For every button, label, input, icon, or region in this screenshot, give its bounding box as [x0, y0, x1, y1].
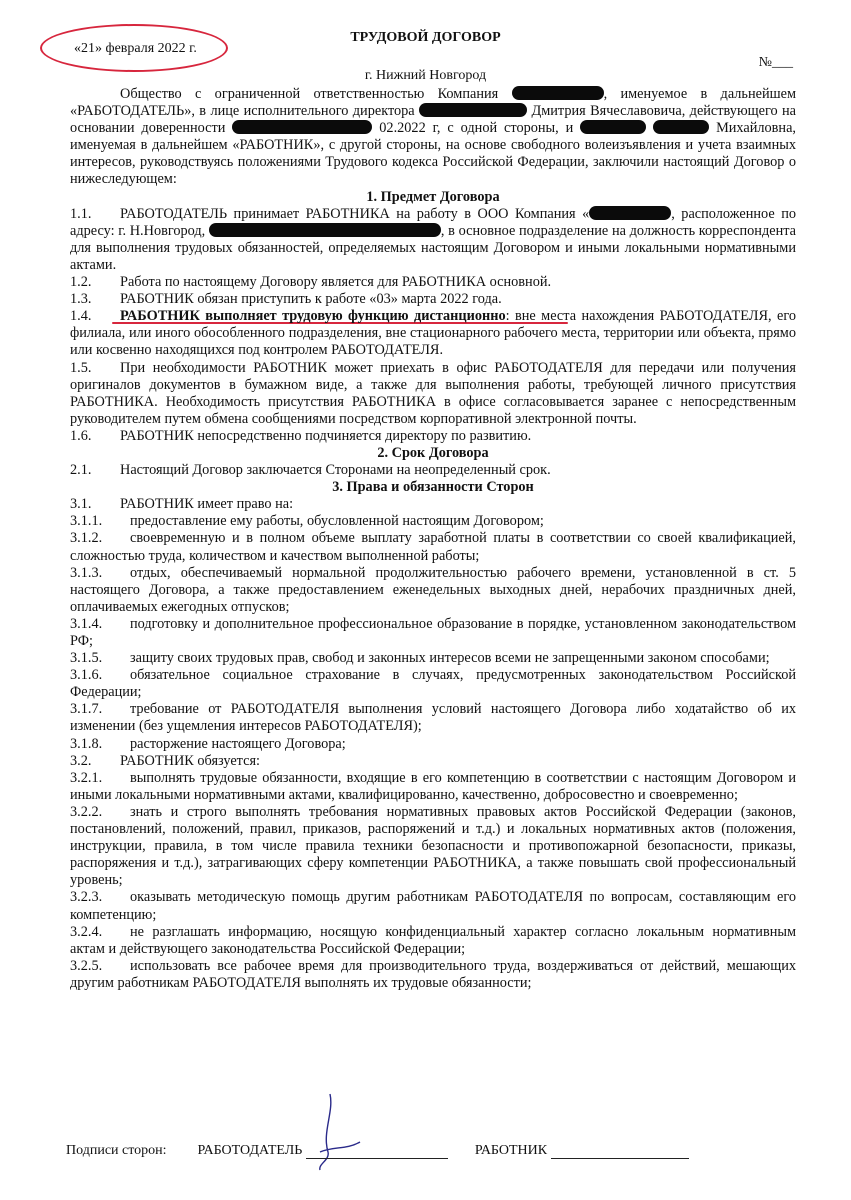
clause-number: 1.1.: [70, 205, 92, 222]
redaction-block: [419, 103, 527, 117]
clause-2-1: [70, 462, 796, 479]
clause-text: использовать все рабочее время для производительного труда, воздерживаться от действий, мешающих другим работникам РАБОТОДАТЕЛЯ выполнять их трудовые обязанности;: [70, 957, 796, 991]
clause-text: РАБОТНИК имеет право на:: [120, 496, 294, 513]
clause-number: 3.1.1.: [70, 513, 103, 530]
clause-1-4: [70, 308, 796, 359]
clause-number: 3.1.6.: [70, 667, 103, 684]
clause-text: отдых, обеспечиваемый нормальной продолжительностью рабочего времени, установленной в ст. 5 настоящего Договора, а также предоставлением еженедельных выходных дней, нерабочих праздничных дней, оплачиваемых ежегодных отпусков;: [70, 564, 796, 615]
preamble-part: 02.2022 г, с одной стороны, и: [379, 120, 574, 137]
clause-3-1: [70, 496, 796, 513]
clause-text: РАБОТНИК обязуется:: [120, 752, 260, 769]
signatures-label: Подписи сторон:: [66, 1143, 167, 1158]
clause-1-5: [70, 360, 796, 428]
employee-signature-label: РАБОТНИК: [474, 1143, 548, 1158]
clause-text: требование от РАБОТОДАТЕЛЯ выполнения условий настоящего Договора либо ходатайство об их изменении (без ущемления интересов РАБОТОДАТЕЛЯ);: [70, 701, 796, 735]
clause-number: 1.2.: [70, 274, 92, 291]
clause-3-1-3: [70, 565, 796, 616]
document-title: ТРУДОВОЙ ДОГОВОР: [350, 30, 501, 45]
clause-number: 3.1.5.: [70, 650, 103, 667]
redaction-block: [589, 206, 671, 220]
clause-text: не разглашать информацию, носящую конфиденциальный характер согласно локальным нормативным актам и действующего законодательства Российской Федерации;: [70, 923, 796, 957]
clause-3-1-2: [70, 530, 796, 564]
clause-number: 3.2.: [70, 752, 92, 769]
clause-3-1-5: [70, 650, 796, 667]
redaction-block: [512, 86, 604, 100]
clause-3-1-1: [70, 513, 796, 530]
clause-text: обязательное социальное страхование в случаях, предусмотренных законодательством Российской Федерации;: [70, 667, 796, 701]
clause-3-2-3: [70, 889, 796, 923]
clause-number: 3.2.2.: [70, 803, 103, 820]
contract-date: «21» февраля 2022 г.: [74, 41, 197, 56]
clause-3-1-8: [70, 736, 796, 753]
signatures-row: [66, 1143, 786, 1159]
clause-3-2-5: [70, 958, 796, 992]
preamble-part: Дмитрия Вячеславовича, действующего на основании доверенности: [70, 103, 797, 137]
clause-1-2: [70, 274, 796, 291]
clause-1-1: [70, 206, 796, 274]
clause-text: Работа по настоящему Договору является для РАБОТНИКА основной.: [120, 274, 552, 291]
clause-text: выполнять трудовые обязанности, входящие в его компетенцию в соответствии с настоящим Договором и иными локальными нормативными актами, квалифицированно, качественно, добросовестно и своевременно;: [70, 769, 796, 803]
clause-number: 3.2.5.: [70, 957, 103, 974]
preamble-part: Михайловна, именуемая в дальнейшем «РАБОТНИК», с другой стороны, на основе свободного волеизъявления и учета взаимных интересов, руководствуясь положениями Трудового кодекса Российской Федерации, заключили настоящий Договор о нижеследующем:: [70, 120, 796, 188]
clause-number: 3.2.1.: [70, 769, 103, 786]
employer-signature-scribble: [300, 1092, 370, 1172]
clause-text: оказывать методическую помощь другим работникам РАБОТОДАТЕЛЯ по вопросам, составляющим его компетенцию;: [70, 889, 796, 923]
preamble-part: , именуемое в дальнейшем «РАБОТОДАТЕЛЬ», в лице исполнительного директора: [70, 86, 797, 120]
clause-number: 1.6.: [70, 427, 92, 444]
redaction-block: [653, 120, 709, 134]
clause-3-1-6: [70, 667, 796, 701]
clause-3-2-2: [70, 804, 796, 889]
clause-1-3: [70, 291, 796, 308]
document-body: [70, 86, 796, 992]
employer-signature-label: РАБОТОДАТЕЛЬ: [197, 1143, 303, 1158]
contract-city: г. Нижний Новгород: [364, 68, 487, 83]
clause-number: 3.1.3.: [70, 564, 103, 581]
clause-number: 3.1.4.: [70, 615, 103, 632]
clause-text: знать и строго выполнять требования нормативных правовых актов Российской Федерации (законов, постановлений, положений, правил, приказов, распоряжений и т.д.) и локальных нормативных актов (положения, инструкции, правила, в том числе правила техники безопасности и противопожарной безопасности, приказы, распоряжения и т.д.), затрагивающих сферу компетенции РАБОТНИКА, а также повышать свой профессиональный уровень;: [70, 803, 796, 889]
section-2-title: 2. Срок Договора: [377, 444, 489, 461]
clause-3-2: [70, 753, 796, 770]
clause-text: подготовку и дополнительное профессиональное образование в порядке, установленном законодательством РФ;: [70, 615, 796, 649]
clause-text: РАБОТНИК обязан приступить к работе «03» марта 2022 года.: [120, 291, 502, 308]
clause-text: При необходимости РАБОТНИК может приехать в офис РАБОТОДАТЕЛЯ для передачи или получения оригиналов документов в бумажном виде, а также для выполнения работы, требующей личного присутствия РАБОТНИКА. Необходимость присутствия РАБОТНИКА в офисе согласовывается заранее с непосредственным руководителем путем обмена сообщениями посредством корпоративной электронной почты.: [70, 359, 796, 427]
redaction-block: [232, 120, 372, 134]
clause-number: 1.5.: [70, 359, 92, 376]
section-3-title: 3. Права и обязанности Сторон: [332, 479, 534, 496]
clause-number: 3.1.8.: [70, 735, 103, 752]
clause-text: защиту своих трудовых прав, свобод и законных интересов всеми не запрещенными законом способами;: [130, 650, 770, 667]
clause-1-6: [70, 428, 796, 445]
clause-text: : вне места нахождения РАБОТОДАТЕЛЯ, его филиала, или иного обособленного подразделения, вне стационарного рабочего места, территории или объекта, прямо или косвенно находящихся под контролем РАБОТОДАТЕЛЯ.: [70, 308, 796, 359]
employee-signature-line[interactable]: [551, 1144, 689, 1159]
clause-3-1-4: [70, 616, 796, 650]
clause-number: 1.3.: [70, 291, 92, 308]
preamble-part: Общество с ограниченной ответственностью Компания: [120, 86, 499, 102]
redaction-block: [209, 223, 441, 237]
clause-3-2-4: [70, 924, 796, 958]
clause-text: расторжение настоящего Договора;: [130, 735, 346, 752]
clause-text: своевременную и в полном объеме выплату заработной платы в соответствии со своей квалификацией, сложностью труда, количеством и качеством выполненной работы;: [70, 530, 796, 564]
clause-text: , в основное подразделение на должность корреспондента для выполнения трудовых обязанностей, определяемых настоящим Договором и иными локальными нормативными актами.: [70, 222, 797, 273]
clause-3-1-7: [70, 701, 796, 735]
clause-number: 2.1.: [70, 462, 92, 479]
preamble: [70, 86, 796, 189]
clause-number: 3.2.4.: [70, 923, 103, 940]
clause-text: , расположенное по адресу: г. Н.Новгород,: [70, 205, 796, 239]
employer-signature-line[interactable]: [306, 1144, 448, 1159]
clause-number: 3.1.7.: [70, 701, 103, 718]
clause-text: Настоящий Договор заключается Сторонами на неопределенный срок.: [120, 462, 551, 479]
contract-number: №___: [758, 55, 793, 70]
clause-number: 3.1.: [70, 496, 92, 513]
clause-number: 3.1.2.: [70, 530, 103, 547]
clause-text: РАБОТОДАТЕЛЬ принимает РАБОТНИКА на работу в ООО Компания «: [120, 205, 590, 222]
clause-text: предоставление ему работы, обусловленной настоящим Договором;: [130, 513, 544, 530]
section-1-title: 1. Предмет Договора: [366, 188, 500, 205]
clause-text: РАБОТНИК непосредственно подчиняется директору по развитию.: [120, 427, 532, 444]
clause-text-bold: РАБОТНИК выполняет трудовую функцию дистанционно: [120, 308, 506, 325]
clause-number: 1.4.: [70, 308, 92, 325]
clause-number: 3.2.3.: [70, 889, 103, 906]
redaction-block: [580, 120, 646, 134]
clause-3-2-1: [70, 770, 796, 804]
